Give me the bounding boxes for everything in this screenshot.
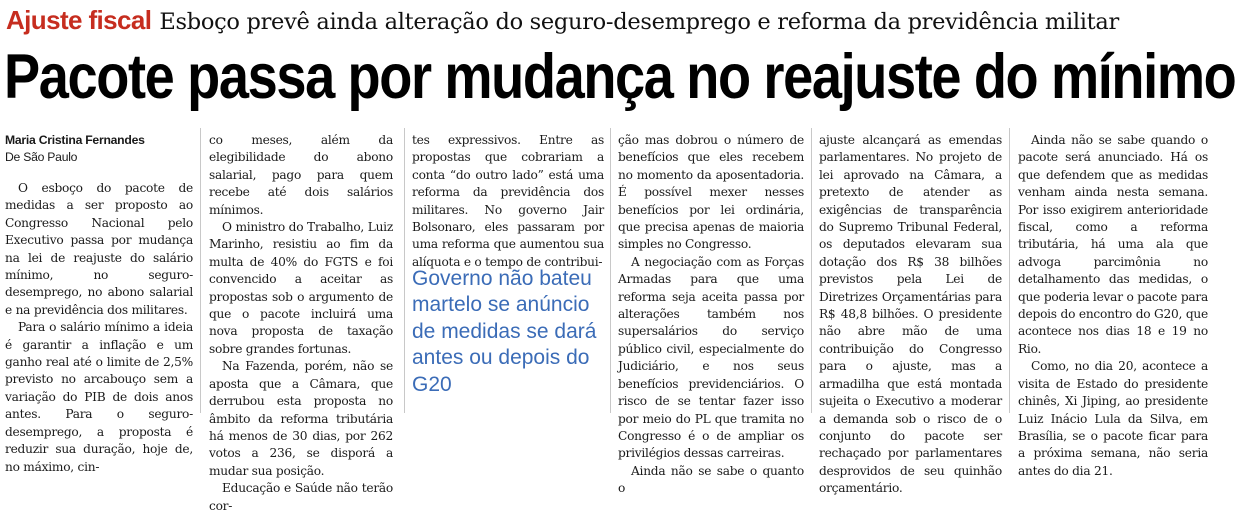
article-column-4: [618, 132, 804, 496]
paragraph: ajuste alcançará as emendas parlamentares. No projeto de lei aprovado na Câmara, a pretexto de atender as exigências de transparência do Supremo Tribunal Federal, os deputados elevaram sua dotação dos R$ 38 bilhões previstos pela Lei de Diretrizes Orçamentárias para R$ 48,8 bilhões. O presidente não abre mão de uma contribuição do Congresso para o ajuste, mas a armadilha que está montada sujeita o Executivo a moderar a demanda sob o risco de o conjunto do pacote ser rechaçado por parlamentares desprovidos de seu quinhão orçamentário.: [819, 133, 1002, 496]
article-column-1: [5, 132, 193, 474]
paragraph: co meses, além da elegibilidade do abono salarial, pago para quem recebe até dois salários mínimos.: [209, 133, 393, 217]
paragraph: tes expressivos. Entre as propostas que cobrariam a conta “do outro lado” está uma reforma da previdência dos militares. No governo Jair Bolsonaro, eles passaram por uma reforma que aumentou sua alíquota e o tempo de contribui-: [412, 133, 604, 269]
column-divider: [1009, 128, 1010, 413]
paragraph: O esboço do pacote de medidas a ser proposto ao Congresso Nacional pelo Executivo passa por mudança na lei de reajuste do salário mínimo, no seguro-desemprego, no abono salarial e na previdência dos militares.: [5, 181, 193, 317]
paragraph: A negociação com as Forças Armadas para que uma reforma seja aceita passa por alterações também nos supersalários do serviço público civil, especialmente do Judiciário, e nos seus benefícios previdenciários. O risco de se tentar fazer isso por meio do PL que tramita no Congresso é o de ampliar os privilégios dessas carreiras.: [618, 254, 804, 461]
article-column-5: [819, 132, 1002, 496]
paragraph: O ministro do Trabalho, Luiz Marinho, resistiu ao fim da multa de 40% do FGTS e foi convencido a aceitar as propostas sob o argumento de que o pacote incluirá uma nova proposta de taxação sobre grandes fortunas.: [209, 220, 393, 356]
paragraph: Como, no dia 20, acontece a visita de Estado do presidente chinês, Xi Jiping, ao presidente Luiz Inácio Lula da Silva, em Brasília, se o pacote ficar para a próxima semana, não seria antes do dia 21.: [1018, 359, 1208, 478]
column-divider: [200, 128, 201, 413]
pull-quote: Governo não bateu martelo se anúncio de medidas se dará antes ou depois do G20: [412, 267, 597, 396]
paragraph: Na Fazenda, porém, não se aposta que a Câmara, que derrubou esta proposta no âmbito da reforma tributária há menos de 30 dias, por 262 votos a 236, se disporá a mudar sua posição.: [209, 359, 393, 478]
article-column-3: [412, 132, 604, 269]
paragraph: ção mas dobrou o número de benefícios que eles recebem no momento da aposentadoria. É possível mexer nesses benefícios por lei ordinária, que precisa apenas de maioria simples no Congresso.: [618, 133, 804, 252]
paragraph: Para o salário mínimo a ideia é garantir a inflação e um ganho real até o limite de 2,5% previsto no arcabouço sem a variação do PIB de dois anos antes. Para o seguro-desemprego, a proposta é reduzir sua duração, hoje de, no máximo, cin-: [5, 320, 193, 474]
article-column-2: [209, 132, 393, 513]
column-divider: [404, 128, 405, 413]
column-divider: [811, 128, 812, 413]
kicker: [6, 2, 1211, 38]
kicker-label: Ajuste fiscal: [6, 5, 152, 35]
article-column-6: [1018, 132, 1208, 478]
byline-author: Maria Cristina Fernandes: [5, 133, 145, 147]
headline: Pacote passa por mudança no reajuste do mínimo: [4, 42, 1235, 112]
kicker-text: Esboço prevê ainda alteração do seguro-desemprego e reforma da previdência militar: [159, 9, 1119, 35]
column-divider: [610, 128, 611, 413]
paragraph: Ainda não se sabe o quanto o: [618, 463, 804, 496]
paragraph: Ainda não se sabe quando o pacote será anunciado. Há os que defendem que as medidas venham ainda nesta semana. Por isso exigirem anterioridade fiscal, como a reforma tributária, há uma ala que advoga parcimônia no detalhamento das medidas, o que poderia levar o pacote para depois do encontro do G20, que acontece nos dias 18 e 19 no Rio.: [1018, 133, 1208, 356]
byline-location: De São Paulo: [5, 150, 78, 164]
paragraph: Educação e Saúde não terão cor-: [209, 481, 393, 513]
